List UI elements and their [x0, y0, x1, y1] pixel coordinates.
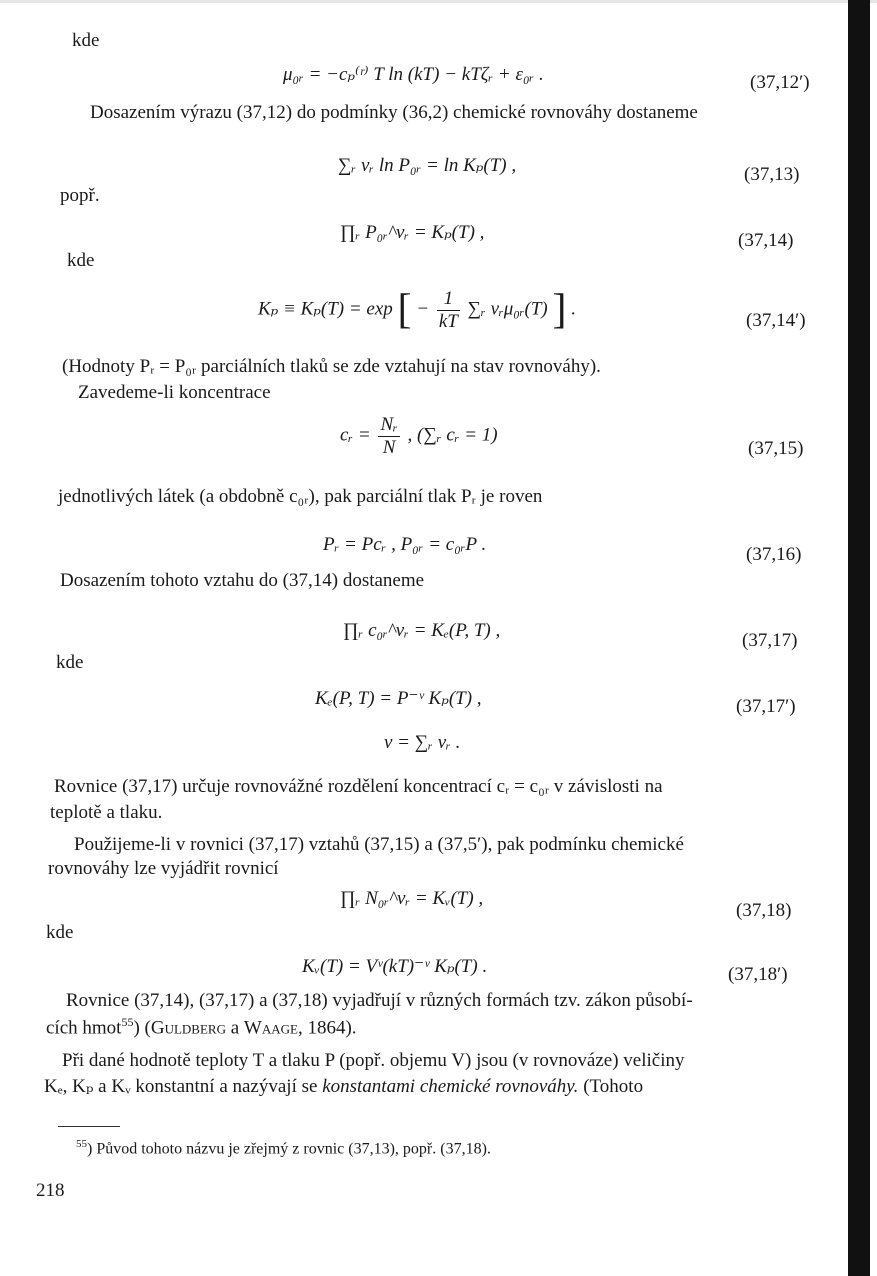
footnote-divider: [58, 1126, 120, 1127]
paragraph-jednotlivych: jednotlivých látek (a obdobně c₀ᵣ), pak parciální tlak Pᵣ je roven: [58, 486, 543, 507]
equation-number-37-18-prime: (37,18′): [728, 964, 788, 985]
paragraph-rovnice-1-line-1: Rovnice (37,17) určuje rovnovážné rozdělení koncentrací cᵣ = c₀ᵣ v závislosti na: [54, 776, 663, 797]
equation-37-13: ∑ᵣ νᵣ ln P₀ᵣ = ln Kₚ(T) ,: [338, 155, 517, 176]
paragraph-pouzijeme-line-1: Použijeme-li v rovnici (37,17) vztahů (37,15) a (37,5′), pak podmínku chemické: [74, 834, 684, 855]
author-guldberg: Guldberg: [150, 1017, 226, 1039]
equation-37-14: ∏ᵣ P₀ᵣ^νᵣ = Kₚ(T) ,: [340, 222, 485, 243]
page-top-edge: [0, 0, 877, 3]
equation-37-18-prime: Kᵥ(T) = Vᵛ(kT)⁻ᵛ Kₚ(T) .: [302, 956, 488, 977]
text-popr: popř.: [60, 185, 100, 206]
author-waage: Waage: [243, 1017, 298, 1039]
equation-37-16: Pᵣ = Pcᵣ , P₀ᵣ = c₀ᵣP .: [323, 534, 487, 555]
equation-number-37-15: (37,15): [748, 438, 804, 459]
page-number: 218: [36, 1180, 65, 1201]
equation-number-37-13: (37,13): [744, 164, 800, 185]
paragraph-zavedeme: Zavedeme-li koncentrace: [78, 382, 271, 403]
paragraph-dosazenim-1: Dosazením výrazu (37,12) do podmínky (36,2) chemické rovnováhy dostaneme: [90, 102, 698, 123]
paragraph-pri-line-1: Při dané hodnotě teploty T a tlaku P (popř. objemu V) jsou (v rovnováze) veličiny: [62, 1050, 685, 1071]
paragraph-pouzijeme-line-2: rovnováhy lze vyjádřit rovnicí: [48, 858, 279, 879]
equation-number-37-16: (37,16): [746, 544, 802, 565]
equation-37-18: ∏ᵣ N₀ᵣ^νᵣ = Kᵥ(T) ,: [340, 888, 484, 909]
term-konstanty-chemicke-rovnovahy: konstantami chemické rovnováhy.: [322, 1076, 579, 1097]
equation-number-37-17: (37,17): [742, 630, 798, 651]
footnote-ref-55: 55: [121, 1015, 134, 1029]
equation-number-37-18: (37,18): [736, 900, 792, 921]
text-kde-2: kde: [67, 250, 95, 271]
text-kde-3: kde: [56, 652, 84, 673]
eq-37-14-prime-rhs: ∑ᵣ νᵣμ₀ᵣ(T): [467, 298, 548, 320]
eq-37-14-prime-lhs: Kₚ ≡ Kₚ(T) = exp: [258, 298, 393, 320]
equation-number-37-14-prime: (37,14′): [746, 310, 806, 331]
eq-37-15-denominator: N: [382, 436, 396, 458]
paragraph-dosazenim-2: Dosazením tohoto vztahu do (37,14) dostaneme: [60, 570, 425, 591]
paragraph-pri-line-2: Kₑ, Kₚ a Kᵥ konstantní a nazývají se konstantami chemické rovnováhy. (Tohoto: [44, 1076, 644, 1097]
eq-37-15-numerator: Nᵣ: [380, 414, 398, 435]
page-binding-edge: [848, 0, 870, 1276]
equation-number-37-17-prime: (37,17′): [736, 696, 796, 717]
eq-37-14-prime-numerator: 1: [437, 288, 460, 311]
paragraph-rovnice-2-line-2: cích hmot$^{55}$) (Guldberg a Waage, 1864).: [46, 1015, 357, 1039]
text-kde-4: kde: [46, 922, 74, 943]
equation-37-14-prime: Kₚ ≡ Kₚ(T) = exp [ − $\frac{1}{kT}$ ∑ᵣ νᵣμ₀ᵣ(T) ] .: [258, 287, 576, 333]
equation-37-17-prime: Kₑ(P, T) = P⁻ᵛ Kₚ(T) ,: [315, 688, 482, 709]
paragraph-rovnice-2-line-1: Rovnice (37,14), (37,17) a (37,18) vyjadřují v různých formách tzv. zákon působí-: [66, 990, 693, 1011]
footnote-55: $^{55}$) Původ tohoto názvu je zřejmý z rovnic (37,13), popř. (37,18).: [76, 1138, 491, 1158]
paragraph-hodnoty: (Hodnoty Pᵣ = P₀ᵣ parciálních tlaků se zde vztahují na stav rovnováhy).: [62, 356, 601, 377]
equation-37-15: [340, 414, 498, 459]
equation-number-37-14: (37,14): [738, 230, 794, 251]
equation-37-12-prime: μ₀ᵣ = −cₚ⁽ʳ⁾ T ln (kT) − kTζᵣ + ε₀ᵣ .: [283, 64, 544, 85]
equation-37-17: ∏ᵣ c₀ᵣ^νᵣ = Kₑ(P, T) ,: [343, 620, 501, 641]
equation-number-37-12-prime: (37,12′): [750, 72, 810, 93]
eq-37-15-lhs: cᵣ =: [340, 424, 371, 446]
text-kde-1: kde: [72, 30, 100, 51]
equation-nu-sum: ν = ∑ᵣ νᵣ .: [384, 732, 461, 753]
eq-37-15-rhs: , (∑ᵣ cᵣ = 1): [407, 424, 498, 446]
paragraph-rovnice-1-line-2: teplotě a tlaku.: [50, 802, 163, 823]
eq-37-14-prime-denominator: kT: [438, 310, 458, 332]
